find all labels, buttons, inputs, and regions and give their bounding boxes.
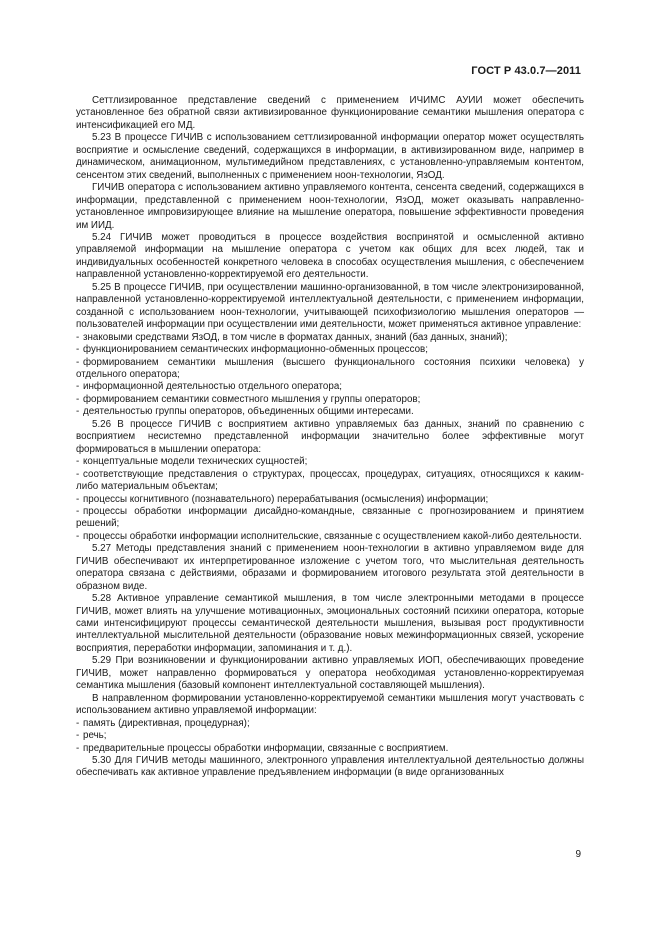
list-item: - предварительные процессы обработки информации, связанные с восприятием.: [76, 743, 584, 755]
list-item: - знаковыми средствами ЯзОД, в том числе в форматах данных, знаний (баз данных, знаний);: [76, 332, 584, 344]
list-item: - формированием семантики совместного мышления у группы операторов;: [76, 394, 584, 406]
list-item: - деятельностью группы операторов, объединенных общими интересами.: [76, 406, 584, 418]
document-header: ГОСТ Р 43.0.7—2011: [471, 65, 581, 77]
list-item: - процессы обработки информации дисайдно-командные, связанные с прогнозированием и принятием решений;: [76, 506, 584, 531]
list-item: - память (директивная, процедурная);: [76, 718, 584, 730]
paragraph: 5.27 Методы представления знаний с применением ноон-технологии в активно управляемом виде для ГИЧИВ обеспечивают их интерпретированное изложение с учетом того, что мыслительная деятельность оператора связана с действиями, образами и формированием итогового результата этой деятельности в образном виде.: [76, 543, 584, 592]
paragraph: В направленном формировании установленно-корректируемой семантики мышления могут участвовать с использованием активно управляемой информации:: [76, 692, 584, 717]
list-item: - концептуальные модели технических сущностей;: [76, 456, 584, 468]
document-body: [76, 95, 584, 780]
list-item: - информационной деятельностью отдельного оператора;: [76, 381, 584, 393]
page-number: 9: [575, 849, 581, 860]
paragraph: ГИЧИВ оператора с использованием активно управляемого контента, сенсента сведений, содержащихся в информации, представленной с применением ноон-технологии, ЯзОД, может оказывать направленно-установленное импровизирующее влияние на мышление оператора, повышение эффективности проведения им ИИД.: [76, 182, 584, 231]
paragraph: 5.29 При возникновении и функционировании активно управляемых ИОП, обеспечивающих проведение ГИЧИВ, может направленно формироваться у оператора необходимая установленно-корректируемая семантика мышления (базовый компонент интеллектуальной составляющей мышления).: [76, 655, 584, 692]
list-item: - функционированием семантических информационно-обменных процессов;: [76, 344, 584, 356]
list-item: - процессы когнитивного (познавательного) перерабатывания (осмысления) информации;: [76, 494, 584, 506]
list-item: - речь;: [76, 730, 584, 742]
list-item: - соответствующие представления о структурах, процессах, процедурах, ситуациях, относящихся к каким-либо материальным объектам;: [76, 469, 584, 494]
paragraph: 5.24 ГИЧИВ может проводиться в процессе воздействия воспринятой и осмысленной активно управляемой информации на мышление оператора с учетом как общих для всех людей, так и индивидуальных особенностей конкретного человека в способах осуществления мышления, с обеспечением направленной установленно-корректируемой его деятельности.: [76, 231, 584, 281]
list-item: - процессы обработки информации исполнительские, связанные с осуществлением какой-либо деятельности.: [76, 531, 584, 543]
paragraph: Сеттлизированное представление сведений с применением ИЧИМС АУИИ может обеспечить установленное без обратной связи активизированное функционирование семантики мышления оператора с интенсификацией его МД.: [76, 95, 584, 131]
paragraph: 5.30 Для ГИЧИВ методы машинного, электронного управления интеллектуальной деятельностью должны обеспечивать как активное управление предъявлением информации (в виде организованных: [76, 755, 584, 779]
paragraph: 5.23 В процессе ГИЧИВ с использованием сеттлизированной информации оператор может осуществлять восприятие и осмысление сведений, содержащихся в информации, в активизированном виде, например в динамическом, анимационном, мультимедийном представлениях, с установленно-управляемым контентом, сенсентом этих сведений, выполненных с применением ноон-технологии, ЯзОД.: [76, 132, 584, 181]
list-item: - формированием семантики мышления (высшего функционального состояния психики человека) у отдельного оператора;: [76, 357, 584, 382]
paragraph: 5.28 Активное управление семантикой мышления, в том числе электронными методами в процессе ГИЧИВ, может влиять на улучшение мотивационных, эмоциональных состояний психики оператора, которые сами интенсифицируют процессы семантической деятельности мышления, вызывая рост продуктивности интеллектуальной мыслительной деятельности (образование новых межинформационных связей, ускорение восприятия, переработки информации, запоминания и т. д.).: [76, 593, 584, 654]
paragraph: 5.25 В процессе ГИЧИВ, при осуществлении машинно-организованной, в том числе электронизированной, направленной установленно-корректируемой интеллектуальной деятельности, с применением информации, созданной с использованием ноон-технологии, учитывающей психофизиологию мышления операторов — пользователей информации при осуществлении ими деятельности, может применяться активное управление:: [76, 281, 584, 331]
paragraph: 5.26 В процессе ГИЧИВ с восприятием активно управляемых баз данных, знаний по сравнению с восприятием несистемно представленной информации значительно более эффективные могут формироваться в мышлении оператора:: [76, 418, 584, 455]
